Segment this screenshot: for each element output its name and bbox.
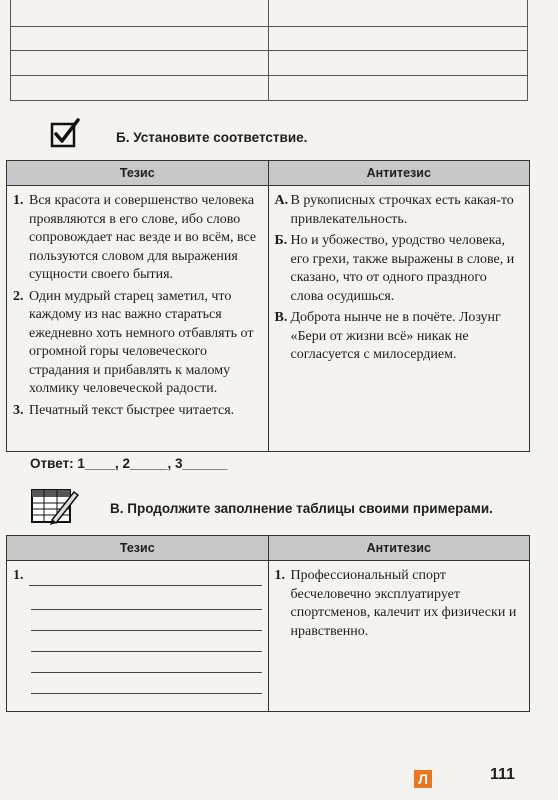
antithesis-header-2: Антитезис	[268, 536, 530, 561]
examples-table	[6, 535, 530, 712]
publisher-logo: Л	[414, 770, 432, 788]
thesis-header-2: Тезис	[7, 536, 269, 561]
table-pen-icon	[28, 484, 80, 526]
antithesis-header: Антитезис	[268, 161, 530, 186]
thesis-cell	[7, 186, 269, 452]
page-number: 111	[490, 766, 515, 783]
answer-line[interactable]: Ответ: 1____, 2_____, 3______	[30, 456, 228, 471]
section-b-title: Б. Установите соответствие.	[116, 129, 308, 145]
thesis-item-3: 3. Печатный текст быстрее читается.	[13, 402, 235, 418]
section-c-title: В. Продолжите заполнение таблицы своими примерами.	[110, 500, 493, 516]
blank-line[interactable]	[31, 612, 262, 631]
blank-line[interactable]	[31, 633, 262, 652]
previous-table-lines	[0, 0, 558, 110]
antithesis-example-cell	[268, 561, 530, 712]
antithesis-item-c: В. Доброта нынче не в почёте. Лозунг «Бери от жизни всё» никак не согласуется с милосердием.	[274, 310, 501, 362]
checkbox-icon	[50, 118, 80, 148]
antithesis-example: 1. Профессиональный спорт бесчеловечно эксплуатирует спортсменов, калечит их физически и нравственно.	[274, 568, 517, 639]
thesis-fill-cell[interactable]	[7, 561, 269, 712]
thesis-item-1: 1. Вся красота и совершенство человека проявляются в его слове, ибо слово сопровождает нас везде и во всём, все пользуются словом для выражения сущности своего бытия.	[13, 193, 257, 282]
thesis-item-2: 2. Один мудрый старец заметил, что каждому из нас важно стараться ежедневно хоть немного отбавлять от огромной горы человеческого страдания и прибавлять к малому холмику человеческой радости.	[13, 288, 254, 396]
thesis-fill-item[interactable]: 1.	[13, 567, 262, 588]
antithesis-cell	[268, 186, 530, 452]
blank-line[interactable]	[31, 675, 262, 694]
section-c-heading	[28, 484, 493, 526]
antithesis-item-a: А. В рукописных строчках есть какая-то привлекательность.	[274, 193, 514, 227]
blank-line[interactable]	[31, 591, 262, 610]
blank-line[interactable]	[31, 654, 262, 673]
antithesis-item-b: Б. Но и убожество, уродство человека, его грехи, также выражены в слове, и сказано, что от одного праздного слова осудишься.	[274, 233, 515, 304]
matching-table	[6, 160, 530, 452]
section-b-heading	[50, 118, 307, 148]
thesis-header: Тезис	[7, 161, 269, 186]
blank-line[interactable]	[29, 567, 262, 586]
